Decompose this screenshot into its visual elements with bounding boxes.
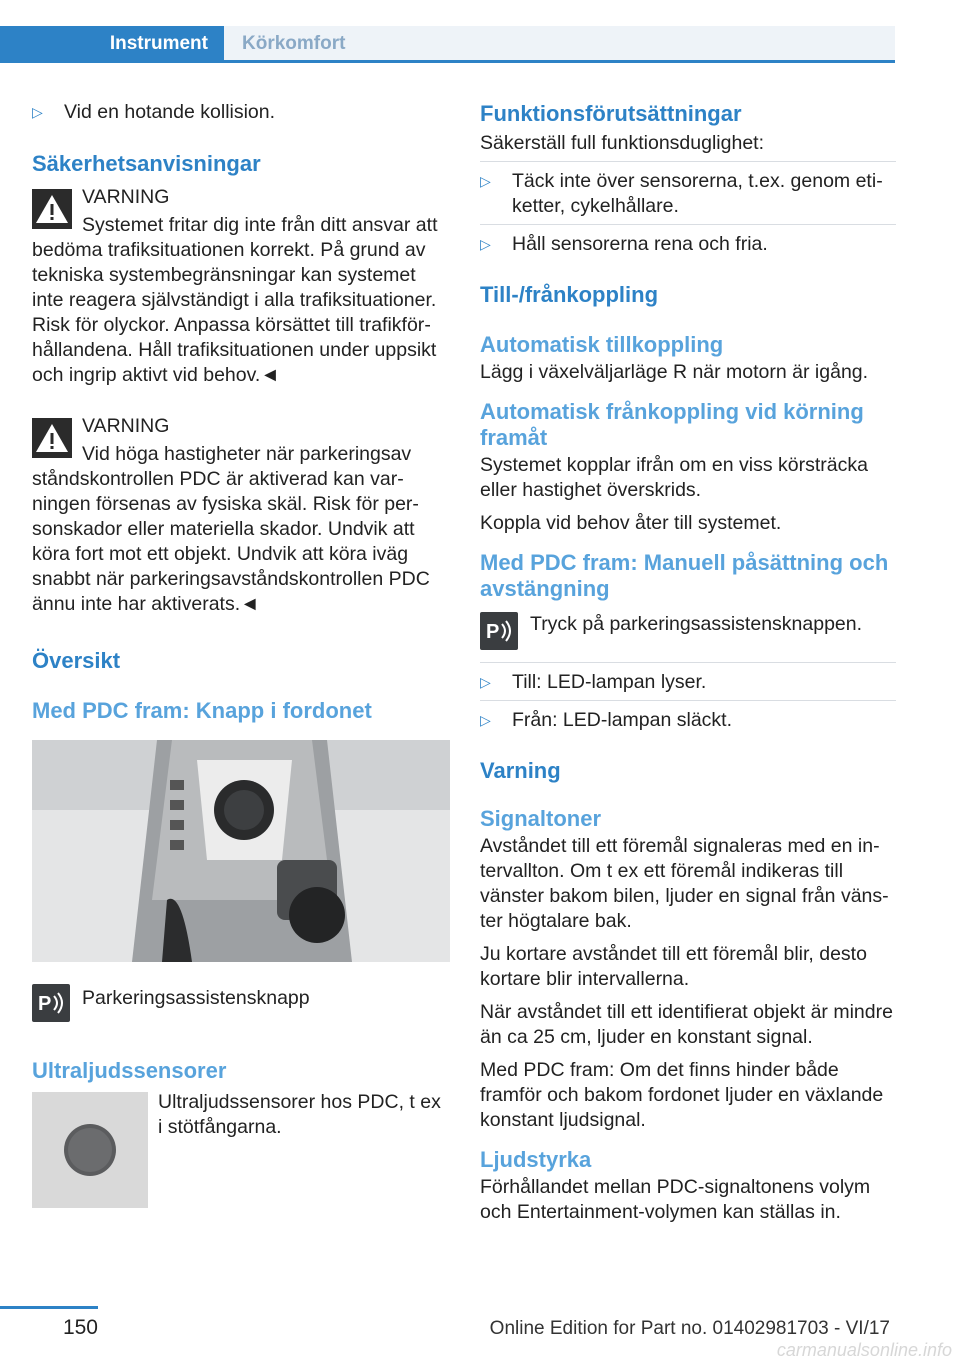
sensors-heading: Ultraljudssensorer: [32, 1058, 227, 1083]
auto-on-heading: Automatisk tillkoppling: [480, 332, 724, 357]
volume-text: Förhållandet mellan PDC-signaltonens volym och Entertainment-volymen kan ställas in.: [480, 1176, 871, 1223]
warning-heading: Varning: [480, 758, 561, 783]
sensor-photo: [32, 1092, 148, 1208]
page-number: 150: [62, 1316, 98, 1339]
safety-heading: Säkerhetsanvisningar: [32, 151, 261, 176]
bullet-text: Håll sensorerna rena och fria.: [512, 233, 768, 255]
onoff-heading: Till-/frånkoppling: [480, 282, 659, 307]
warning-1: [32, 185, 450, 388]
edition-text: Online Edition for Part no. 01402981703 - VI/17: [489, 1318, 890, 1339]
triangle-bullet-icon: ▷: [480, 674, 491, 690]
signal-text-3: När avståndet till ett identifierat objekt är mindre än ca 25 cm, ljuder en konstant signal.: [480, 1001, 893, 1048]
warning-1-body: bedöma trafiksituationen korrekt. På grund av tekniska systembegränsningar kan systemet inte reagera självständigt i alla trafiksituationer. Risk för olyckor. Anpassa körsättet till trafikförhållandena. Håll trafiksituationen under uppsikt och ingrip aktivt vid behov.◄: [32, 239, 437, 386]
footer-rule: [0, 1306, 98, 1309]
header-rule: [0, 60, 895, 63]
manual-row: [480, 612, 896, 652]
warning-1-first: Systemet fritar dig inte från ditt ansvar att: [82, 214, 438, 236]
warning-triangle-icon: [32, 418, 72, 458]
func-text: Säkerställ full funktionsduglighet:: [480, 132, 764, 154]
warning-2-first: Vid höga hastigheter när parkeringsav: [82, 443, 412, 465]
auto-on-text: Lägg i växelväljarläge R när motorn är igång.: [480, 361, 869, 383]
bullet-text: Till: LED-lampan lyser.: [512, 671, 707, 693]
console-photo: [32, 740, 450, 962]
triangle-bullet-icon: ▷: [480, 712, 491, 728]
triangle-bullet-icon: ▷: [32, 104, 43, 120]
divider: [480, 224, 896, 225]
triangle-bullet-icon: ▷: [480, 236, 491, 252]
bullet-text: Täck inte över sensorerna, t.ex. genom etiketter, cykelhållare.: [512, 170, 883, 217]
parking-assist-button-icon: [32, 984, 70, 1022]
signal-text-1: Avståndet till ett föremål signaleras med en intervallton. Om t ex ett föremål indikeras till vänster bakom bilen, ljuder en signal från vänster högtalare bak.: [480, 835, 889, 932]
volume-heading: Ljudstyrka: [480, 1147, 592, 1172]
func-bullet-1: [480, 169, 896, 219]
sensors-text: Ultraljudssensorer hos PDC, t ex i stötfångarna.: [158, 1091, 441, 1138]
overview-heading: Översikt: [32, 648, 121, 673]
warning-triangle-icon: [32, 189, 72, 229]
parking-assist-button-icon: [480, 612, 518, 650]
manual-heading: Med PDC fram: Manuell påsättning och avstängning: [480, 550, 889, 601]
divider: [480, 662, 896, 663]
divider: [480, 161, 896, 162]
signal-text-2: Ju kortare avståndet till ett föremål blir, desto kortare blir intervallerna.: [480, 943, 867, 990]
ultrasonic-sensor-image: [32, 1092, 148, 1208]
button-caption: Parkeringsassistensknapp: [82, 987, 310, 1009]
func-bullet-2: [480, 232, 896, 257]
auto-off-text-1: Systemet kopplar ifrån om en viss körsträcka eller hastighet överskrids.: [480, 454, 868, 501]
header-bar: [0, 0, 960, 64]
warning-1-label: VARNING: [82, 186, 170, 208]
svg-text:P: P: [38, 993, 52, 1015]
auto-off-text-2: Koppla vid behov åter till systemet.: [480, 512, 782, 534]
warning-2-label: VARNING: [82, 415, 170, 437]
triangle-bullet-icon: ▷: [480, 173, 491, 189]
sensors-block: [32, 1090, 450, 1210]
tab-instrument[interactable]: Instrument: [0, 26, 224, 62]
manual-bullet-1: [480, 670, 896, 695]
svg-text:P: P: [486, 621, 500, 643]
signal-text-4: Med PDC fram: Om det finns hinder både framför och bakom fordonet ljuder en växlande konstant ljudsignal.: [480, 1059, 884, 1131]
bullet-collision: [32, 100, 450, 125]
manual-bullet-2: [480, 708, 896, 733]
auto-off-heading: Automatisk frånkoppling vid körning framåt: [480, 399, 864, 450]
bullet-text: Vid en hotande kollision.: [64, 101, 276, 123]
signal-heading: Signaltoner: [480, 806, 602, 831]
tab-korkomfort[interactable]: Körkomfort: [224, 26, 895, 62]
bullet-text: Från: LED-lampan släckt.: [512, 709, 732, 731]
func-heading: Funktionsförutsättningar: [480, 101, 742, 126]
pdc-button-caption-row: [32, 984, 450, 1024]
divider: [480, 700, 896, 701]
warning-2: [32, 414, 450, 617]
center-console-image: [32, 740, 450, 962]
manual-text: Tryck på parkeringsassistensknappen.: [530, 613, 863, 635]
button-heading: Med PDC fram: Knapp i fordonet: [32, 698, 372, 723]
right-column: [480, 100, 896, 1225]
watermark: carmanualsonline.info: [776, 1340, 952, 1360]
warning-2-body: ståndskontrollen PDC är aktiverad kan varningen försenas av fysiska skäl. Risk för personskador eller materiella skador. Undvik att köra fort mot ett objekt. Undvik att köra iväg snabbt när parkeringsavståndskontrollen PDC ännu inte har aktiverats.◄: [32, 468, 430, 615]
left-column: [32, 100, 450, 1210]
